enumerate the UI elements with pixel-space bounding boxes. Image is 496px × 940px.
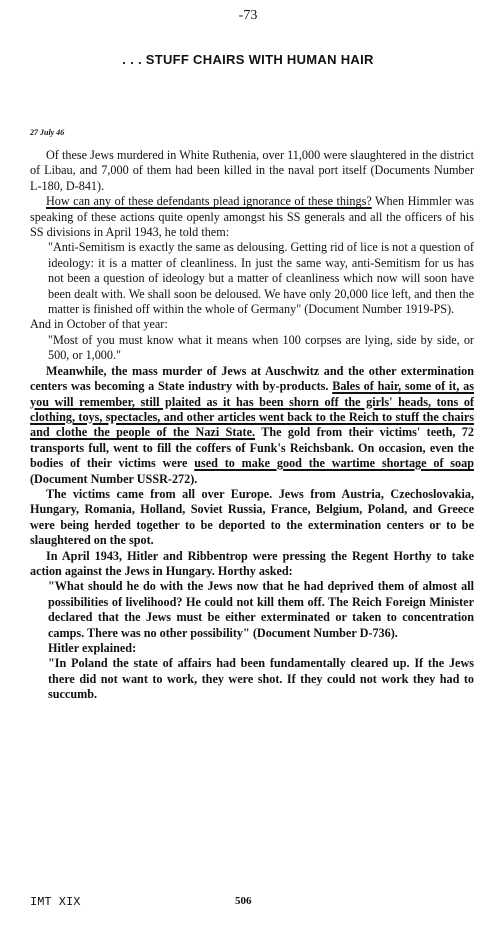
underlined-soap: used to make good the wartime shortage of soap	[194, 456, 475, 471]
footer-volume: IMT XIX	[30, 895, 81, 909]
paragraph-5: The victims came from all over Europe. Jews from Austria, Czechoslovakia, Hungary, Romania, Holland, Soviet Russia, France, Belgium, Poland, and Greece were being herded together to be deported to the extermination centers or to be slaughtered on the spot.	[30, 486, 474, 548]
date-line: 27 July 46	[30, 128, 65, 137]
quote-2: "Most of you must know what it means when 100 corpses are lying, side by side, or 500, or 1,000."	[48, 332, 474, 363]
paragraph-6: In April 1943, Hitler and Ribbentrop were pressing the Regent Horthy to take action against the Jews in Hungary. Horthy asked:	[30, 548, 474, 578]
page-number-top: -73	[238, 8, 258, 23]
paragraph-4-c: (Document Number USSR-272).	[30, 471, 198, 486]
page-title: . . . STUFF CHAIRS WITH HUMAN HAIR	[122, 52, 374, 67]
footer-page-number: 506	[235, 895, 252, 907]
paragraph-3: And in October of that year:	[30, 317, 168, 332]
quote-3: "What should he do with the Jews now that he had deprived them of almost all possibilities of livelihood? He could not kill them off. The Reich Foreign Minister declared that the Jews must be either exterminated or taken to concentration camps. There was no other possibility" (Document Number D-736).	[48, 579, 474, 640]
body-text	[30, 148, 474, 703]
paragraph-2	[30, 194, 474, 240]
quote-4: Hitler explained:	[48, 641, 137, 655]
paragraph-1: Of these Jews murdered in White Ruthenia, over 11,000 were slaughtered in the district of Libau, and 7,000 of them had been killed in the naval port itself (Documents Number L-180, D-841).	[30, 148, 474, 193]
paragraph-4-b: The gold from their victims' teeth, 72 transports full, went to fill the coffers of Funk's Reichsbank. On occasion, even the bodies of their victims were	[30, 425, 474, 471]
underlined-phrase: How can any of these defendants plead ignorance of these things?	[46, 194, 372, 209]
paragraph-4	[30, 364, 474, 487]
quote-1: "Anti-Semitism is exactly the same as delousing. Getting rid of lice is not a question of ideology: it is a matter of cleanliness. In just the same way, anti-Semitism for us has not been a question of ideology but a matter of cleanliness which now will soon have been dealt with. We shall soon be deloused. We have only 20,000 lice left, and then the matter is finished off within the whole of Germany" (Document Number 1919-PS).	[48, 240, 474, 317]
paragraph-4-a: Meanwhile, the mass murder of Jews at Auschwitz and the other extermination centers was becoming a State industry with by-products.	[30, 363, 474, 394]
underlined-passage: Bales of hair, some of it, as you will remember, still plaited as it has been shorn off the girls' heads, tons of clothing, toys, spectacles, and other articles went back to the Reich to stuff the chairs and clothe the people of the Nazi State.	[30, 379, 474, 440]
quote-5: "In Poland the state of affairs had been fundamentally cleared up. If the Jews there did not want to work, they were shot. If they could not work they had to succumb.	[48, 656, 474, 702]
paragraph-2-rest: When Himmler was speaking of these actions quite openly amongst his SS generals and all the officers of his SS divisions in April 1943, he told them:	[30, 194, 474, 240]
